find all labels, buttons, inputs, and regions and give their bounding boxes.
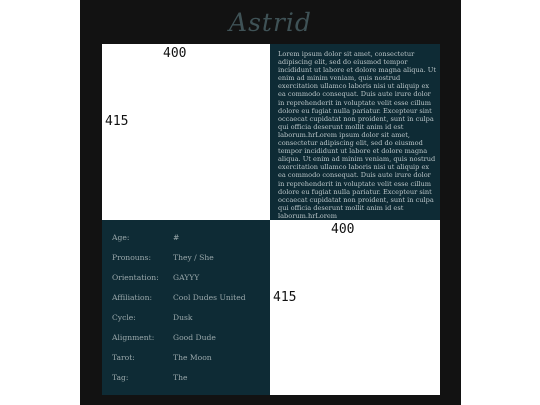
info-value: # bbox=[173, 233, 180, 242]
placeholder-width-label: 400 bbox=[331, 222, 355, 237]
info-row-pronouns bbox=[112, 253, 267, 267]
info-value: The Moon bbox=[173, 353, 212, 362]
info-row-orientation bbox=[112, 273, 267, 287]
info-label: Tag: bbox=[112, 373, 129, 382]
info-row-tag bbox=[112, 373, 267, 387]
info-row-age bbox=[112, 233, 267, 247]
info-row-affiliation bbox=[112, 293, 267, 307]
info-value: Cool Dudes United bbox=[173, 293, 246, 302]
image-placeholder-top-left bbox=[102, 44, 270, 220]
info-row-tarot bbox=[112, 353, 267, 367]
info-value: They / She bbox=[173, 253, 214, 262]
description-panel bbox=[270, 44, 440, 220]
info-label: Age: bbox=[112, 233, 130, 242]
info-label: Alignment: bbox=[112, 333, 155, 342]
placeholder-height-label: 415 bbox=[273, 290, 297, 305]
info-label: Pronouns: bbox=[112, 253, 152, 262]
info-value: Good Dude bbox=[173, 333, 216, 342]
info-panel bbox=[102, 220, 270, 395]
info-value: The bbox=[173, 373, 188, 382]
placeholder-height-label: 415 bbox=[105, 114, 129, 129]
image-placeholder-bottom-right bbox=[270, 220, 440, 395]
info-row-cycle bbox=[112, 313, 267, 327]
profile-title: Astrid bbox=[229, 8, 312, 37]
info-row-alignment bbox=[112, 333, 267, 347]
placeholder-width-label: 400 bbox=[163, 46, 187, 61]
info-value: Dusk bbox=[173, 313, 193, 322]
info-label: Cycle: bbox=[112, 313, 136, 322]
info-label: Affiliation: bbox=[112, 293, 153, 302]
description-text: Lorem ipsum dolor sit amet, consectetur adipiscing elit, sed do eiusmod tempor incididunt ut labore et dolore magna aliqua. Ut enim ad minim veniam, quis nostrud exercitation ullamco laboris nisi ut aliquip ex ea commodo consequat. Duis aute irure dolor in reprehenderit in voluptate velit esse cillum dolore eu fugiat nulla pariatur. Excepteur sint occaecat cupidatat non proident, sunt in culpa qui officia deserunt mollit anim id est laborum.hrLorem ipsum dolor sit amet, consectetur adipiscing elit, sed do eiusmod tempor incididunt ut labore et dolore magna aliqua. Ut enim ad minim veniam, quis nostrud exercitation ullamco laboris nisi ut aliquip ex ea commodo consequat. Duis aute irure dolor in reprehenderit in voluptate velit esse cillum dolore eu fugiat nulla pariatur. Excepteur sint occaecat cupidatat non proident, sunt in culpa qui officia deserunt mollit anim id est laborum.hrLorem bbox=[278, 50, 436, 220]
info-label: Orientation: bbox=[112, 273, 159, 282]
info-label: Tarot: bbox=[112, 353, 135, 362]
info-value: GAYYY bbox=[173, 273, 200, 282]
